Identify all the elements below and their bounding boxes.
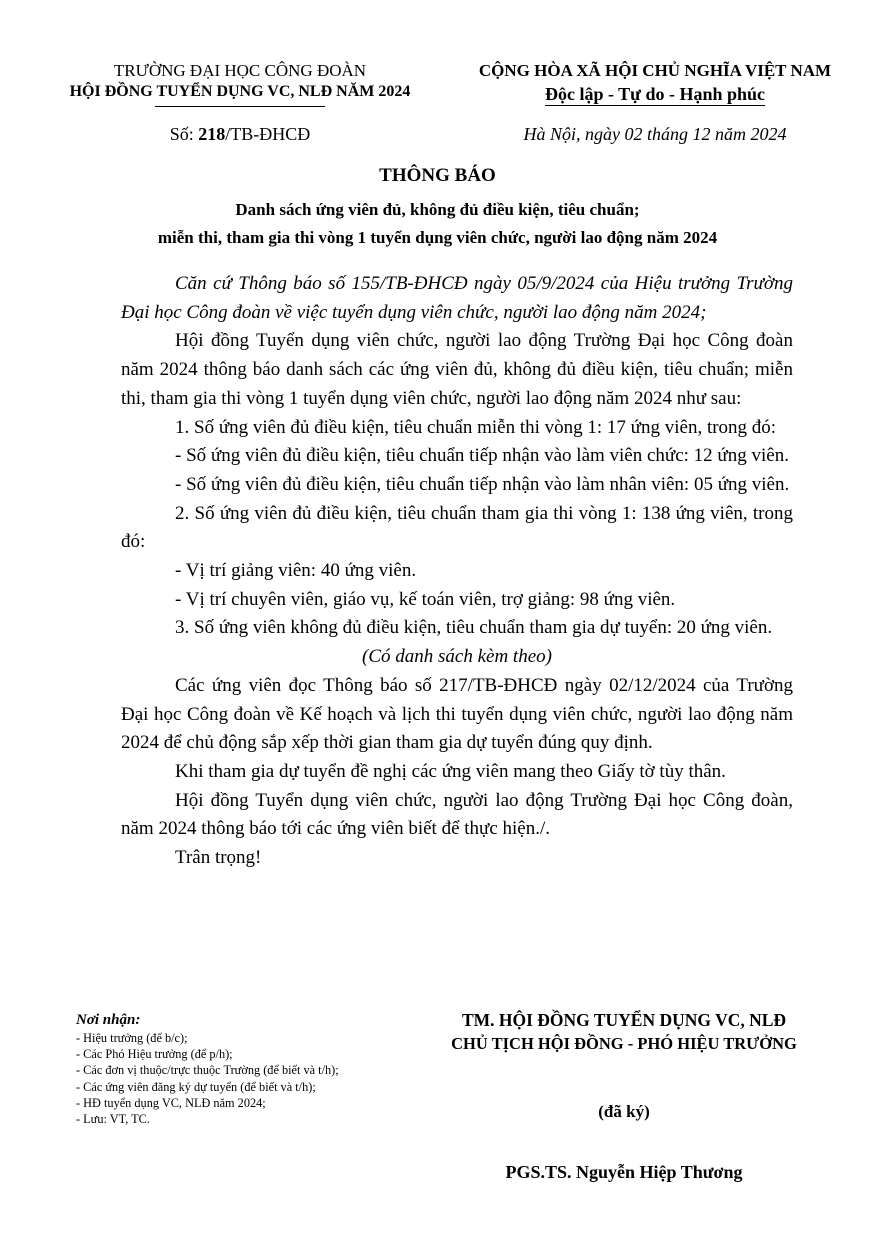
- nation-name: CỘNG HÒA XÃ HỘI CHỦ NGHĨA VIỆT NAM: [478, 61, 832, 80]
- council-name: HỘI ĐỒNG TUYỂN DỤNG VC, NLĐ NĂM 2024: [69, 83, 411, 100]
- national-motto-block: [445, 60, 865, 106]
- org-underline: [155, 106, 325, 107]
- intro-paragraph: Hội đồng Tuyển dụng viên chức, người lao động Trường Đại học Công đoàn năm 2024 thông báo danh sách các ứng viên đủ, không đủ điều kiện, tiêu chuẩn; miễn thi, tham gia thi vòng 1 tuyển dụng viên chức, người lao động năm 2024 như sau:: [121, 330, 793, 409]
- item-1-a: - Số ứng viên đủ điều kiện, tiêu chuẩn tiếp nhận vào làm viên chức: 12 ứng viên.: [175, 445, 789, 467]
- attached-note: (Có danh sách kèm theo): [362, 646, 552, 668]
- signer-name: PGS.TS. Nguyễn Hiệp Thương: [505, 1162, 743, 1182]
- document-title: THÔNG BÁO: [379, 165, 496, 186]
- recipients-block: [76, 1011, 416, 1127]
- item-3: 3. Số ứng viên không đủ điều kiện, tiêu chuẩn tham gia dự tuyển: 20 ứng viên.: [175, 617, 773, 639]
- recipient-item: - Các Phó Hiệu trưởng (để p/h);: [76, 1047, 233, 1062]
- issuing-org-block: [40, 60, 440, 107]
- signer-title: CHỦ TỊCH HỘI ĐỒNG - PHÓ HIỆU TRƯỞNG: [451, 1034, 797, 1053]
- recipient-item: - Các đơn vị thuộc/trực thuộc Trường (để biết và t/h);: [76, 1063, 339, 1078]
- signed-mark: (đã ký): [598, 1102, 650, 1121]
- closing: Trân trọng!: [175, 847, 262, 869]
- document-body: [121, 270, 793, 873]
- number-value: 218: [198, 124, 226, 144]
- recipient-item: - HĐ tuyển dụng VC, NLĐ năm 2024;: [76, 1095, 266, 1110]
- recipient-item: - Các ứng viên đăng ký dự tuyển (để biết và t/h);: [76, 1079, 316, 1094]
- item-1-b: - Số ứng viên đủ điều kiện, tiêu chuẩn tiếp nhận vào làm nhân viên: 05 ứng viên.: [175, 473, 790, 495]
- plan-paragraph: Các ứng viên đọc Thông báo số 217/TB-ĐHCĐ ngày 02/12/2024 của Trường Đại học Công đoàn về Kế hoạch và lịch thi tuyển dụng viên chức, người lao động năm 2024 để chủ động sắp xếp thời gian tham gia dự tuyển đúng quy định.: [121, 674, 793, 754]
- document-subtitle: Danh sách ứng viên đủ, không đủ điều kiện, tiêu chuẩn; miễn thi, tham gia thi vòng 1 tuyển dụng viên chức, người lao động năm 2024: [157, 200, 718, 247]
- signature-block: [418, 1008, 830, 1183]
- legal-basis: Căn cứ Thông báo số 155/TB-ĐHCĐ ngày 05/9/2024 của Hiệu trưởng Trường Đại học Công đoàn về việc tuyển dụng viên chức, người lao động năm 2024;: [121, 273, 793, 323]
- item-2-a: - Vị trí giảng viên: 40 ứng viên.: [175, 560, 417, 582]
- signer-authority: TM. HỘI ĐỒNG TUYỂN DỤNG VC, NLĐ: [461, 1010, 787, 1030]
- recipients-heading: Nơi nhận:: [76, 1012, 141, 1028]
- item-2: 2. Số ứng viên đủ điều kiện, tiêu chuẩn tham gia thi vòng 1: 138 ứng viên, trong đó:: [121, 502, 793, 553]
- org-name: TRƯỜNG ĐẠI HỌC CÔNG ĐOÀN: [113, 61, 367, 80]
- recipient-item: - Hiệu trưởng (để b/c);: [76, 1031, 188, 1045]
- id-paragraph: Khi tham gia dự tuyển đề nghị các ứng viên mang theo Giấy tờ tùy thân.: [175, 760, 726, 782]
- document-number: Số: 218/TB-ĐHCĐ: [169, 124, 311, 144]
- notice-paragraph: Hội đồng Tuyển dụng viên chức, người lao động Trường Đại học Công đoàn, năm 2024 thông báo tới các ứng viên biết để thực hiện./.: [121, 789, 793, 840]
- item-2-b: - Vị trí chuyên viên, giáo vụ, kế toán viên, trợ giảng: 98 ứng viên.: [175, 588, 676, 610]
- motto: Độc lập - Tự do - Hạnh phúc: [544, 84, 766, 104]
- recipient-item: - Lưu: VT, TC.: [76, 1112, 150, 1127]
- place-date: Hà Nội, ngày 02 tháng 12 năm 2024: [523, 124, 787, 144]
- item-1: 1. Số ứng viên đủ điều kiện, tiêu chuẩn miễn thi vòng 1: 17 ứng viên, trong đó:: [175, 416, 777, 438]
